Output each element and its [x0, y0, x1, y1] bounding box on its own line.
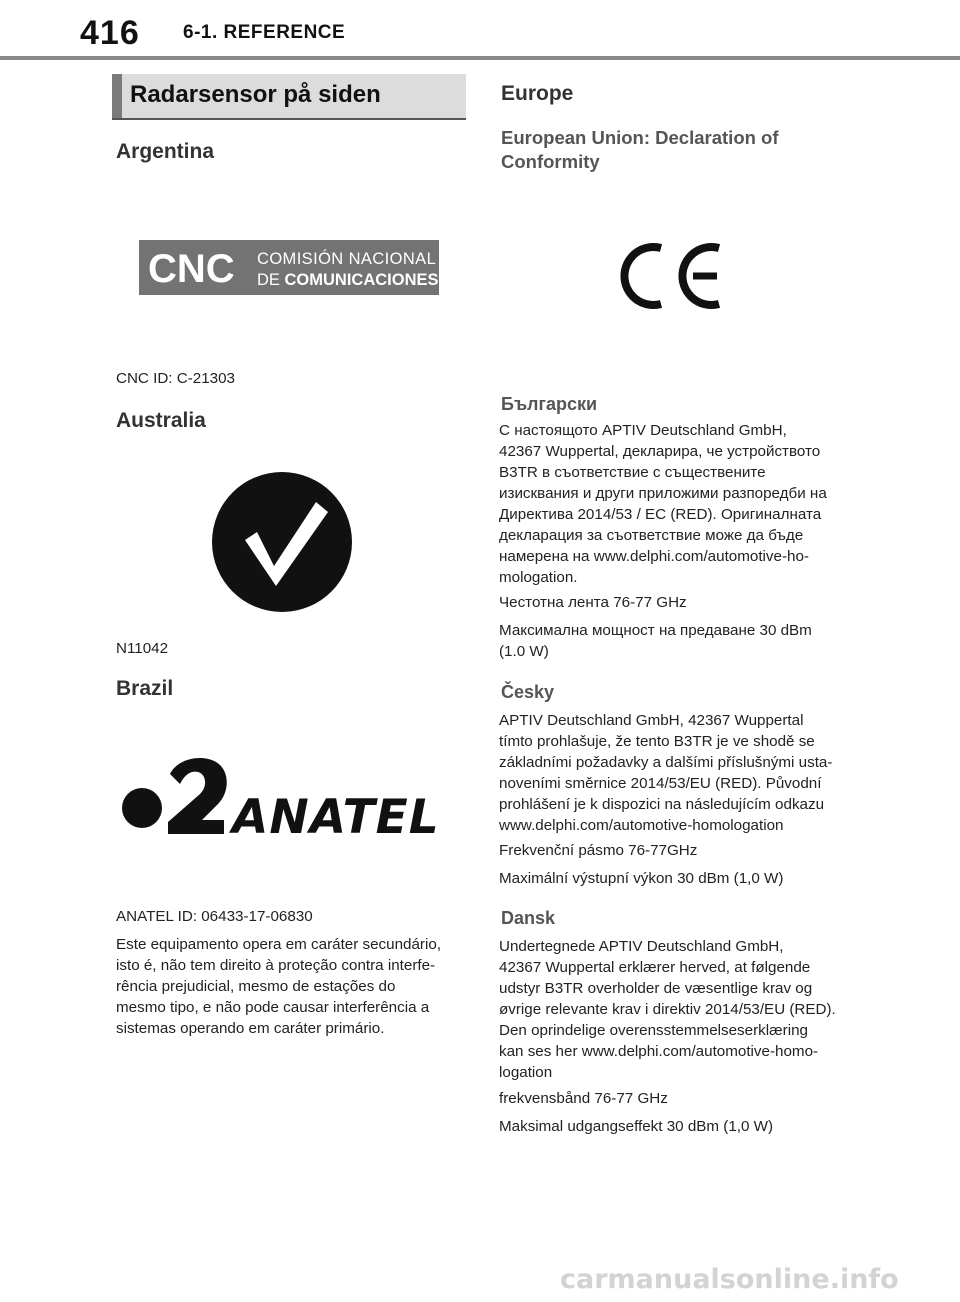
bulgarian-power-line: (1.0 W) [499, 643, 549, 660]
cnc-logo-line2 [257, 271, 439, 289]
anatel-paragraph-line: rência prejudicial, mesmo de estações do [116, 978, 396, 995]
anatel-id: ANATEL ID: 06433-17-06830 [116, 908, 313, 925]
danish-paragraph-line: kan ses her www.delphi.com/automotive-homo- [499, 1043, 819, 1060]
danish-frequency: frekvensbånd 76-77 GHz [499, 1090, 668, 1107]
brazil-heading: Brazil [116, 677, 174, 700]
section-name: 6-1. REFERENCE [183, 22, 346, 43]
anatel-paragraph-line: Este equipamento opera em caráter secundário, [116, 936, 442, 953]
eu-declaration-heading [501, 126, 779, 174]
czech-paragraph-line: prohlášení je k dispozici na následujícím odkazu [499, 796, 825, 813]
danish-paragraph [499, 936, 851, 1083]
page-number: 416 [80, 14, 140, 52]
czech-paragraph-line: tímto prohlašuje, že tento B3TR je ve shodě se [499, 733, 815, 750]
section-title-box [112, 74, 466, 120]
cnc-logo [139, 240, 439, 295]
danish-power: Maksimal udgangseffekt 30 dBm (1,0 W) [499, 1118, 774, 1135]
argentina-heading: Argentina [116, 140, 215, 163]
anatel-logo [120, 754, 450, 838]
bulgarian-paragraph-line: намерена на www.delphi.com/automotive-ho- [499, 548, 809, 565]
section-title: Radarsensor på siden [130, 81, 381, 108]
anatel-paragraph-line: mesmo tipo, e não pode causar interferência a [116, 999, 430, 1016]
header-rule [0, 56, 960, 60]
eu-declaration-heading-line1: European Union: Declaration of [501, 127, 779, 148]
bulgarian-paragraph-line: С настоящото APTIV Deutschland GmbH, [499, 422, 787, 439]
danish-paragraph-line: 42367 Wuppertal erklærer herved, at følgende [499, 959, 811, 976]
page-header [0, 0, 960, 62]
danish-heading: Dansk [501, 908, 556, 928]
czech-paragraph [499, 710, 851, 836]
czech-paragraph-line: APTIV Deutschland GmbH, 42367 Wuppertal [499, 712, 804, 729]
left-column [112, 74, 466, 1037]
anatel-paragraph [116, 934, 466, 1039]
bulgarian-paragraph-line: 42367 Wuppertal, декларира, че устройството [499, 443, 821, 460]
czech-paragraph-line: noveními směrnice 2014/53/EU (RED). Původní [499, 775, 822, 792]
danish-paragraph-line: udstyr B3TR overholder de væsentlige krav og [499, 980, 813, 997]
bulgarian-paragraph-line: Директива 2014/53 / ЕС (RED). Оригиналната [499, 506, 822, 523]
anatel-logo-text: ANATEL [232, 790, 440, 838]
cnc-logo-mark: CNC [148, 247, 235, 291]
eu-declaration-heading-line2: Conformity [501, 151, 600, 172]
australia-heading: Australia [116, 409, 206, 432]
czech-power: Maximální výstupní výkon 30 dBm (1,0 W) [499, 870, 784, 887]
cnc-logo-line2-bold: COMUNICACIONES [284, 271, 439, 289]
bulgarian-power [499, 620, 812, 662]
section-title-bar [112, 74, 122, 118]
anatel-logo-dot [122, 788, 162, 828]
czech-paragraph-line: www.delphi.com/automotive-homologation [499, 817, 784, 834]
cnc-id: CNC ID: C-21303 [116, 370, 236, 387]
ce-mark-icon [617, 240, 727, 312]
bulgarian-heading: Български [501, 394, 598, 414]
cnc-logo-graphic [139, 240, 439, 295]
bulgarian-paragraph-line: B3TR в съответствие с съществените [499, 464, 766, 481]
europe-heading: Europe [501, 82, 574, 105]
cnc-logo-line1: COMISIÓN NACIONAL [257, 250, 437, 268]
bulgarian-power-line: Максимална мощност на предаване 30 dBm [499, 622, 812, 639]
bulgarian-frequency: Честотна лента 76-77 GHz [499, 594, 687, 611]
czech-paragraph-line: základními požadavky a dalšími příslušnými usta- [499, 754, 833, 771]
czech-heading: Česky [501, 682, 555, 702]
anatel-paragraph-line: isto é, não tem direito à proteção contra interfe- [116, 957, 436, 974]
bulgarian-paragraph-line: декларация за съответствие може да бъде [499, 527, 804, 544]
danish-paragraph-line: logation [499, 1064, 553, 1081]
danish-paragraph-line: Den oprindelige overensstemmelseserklæring [499, 1022, 808, 1039]
cnc-logo-line2-prefix: DE [257, 271, 285, 289]
rcm-check-icon [212, 472, 352, 612]
czech-frequency: Frekvenční pásmo 76-77GHz [499, 842, 698, 859]
anatel-paragraph-line: sistemas operando em caráter primário. [116, 1020, 385, 1037]
danish-paragraph-line: øvrige relevante krav i direktiv 2014/53/EU (RED). [499, 1001, 836, 1018]
bulgarian-paragraph [499, 420, 851, 588]
anatel-logo-mark [168, 758, 227, 834]
bulgarian-paragraph-line: изисквания и други приложими разпоредби на [499, 485, 827, 502]
rcm-id: N11042 [116, 640, 169, 657]
watermark: carmanualsonline.info [560, 1264, 899, 1295]
bulgarian-paragraph-line: mologation. [499, 569, 578, 586]
danish-paragraph-line: Undertegnede APTIV Deutschland GmbH, [499, 938, 784, 955]
